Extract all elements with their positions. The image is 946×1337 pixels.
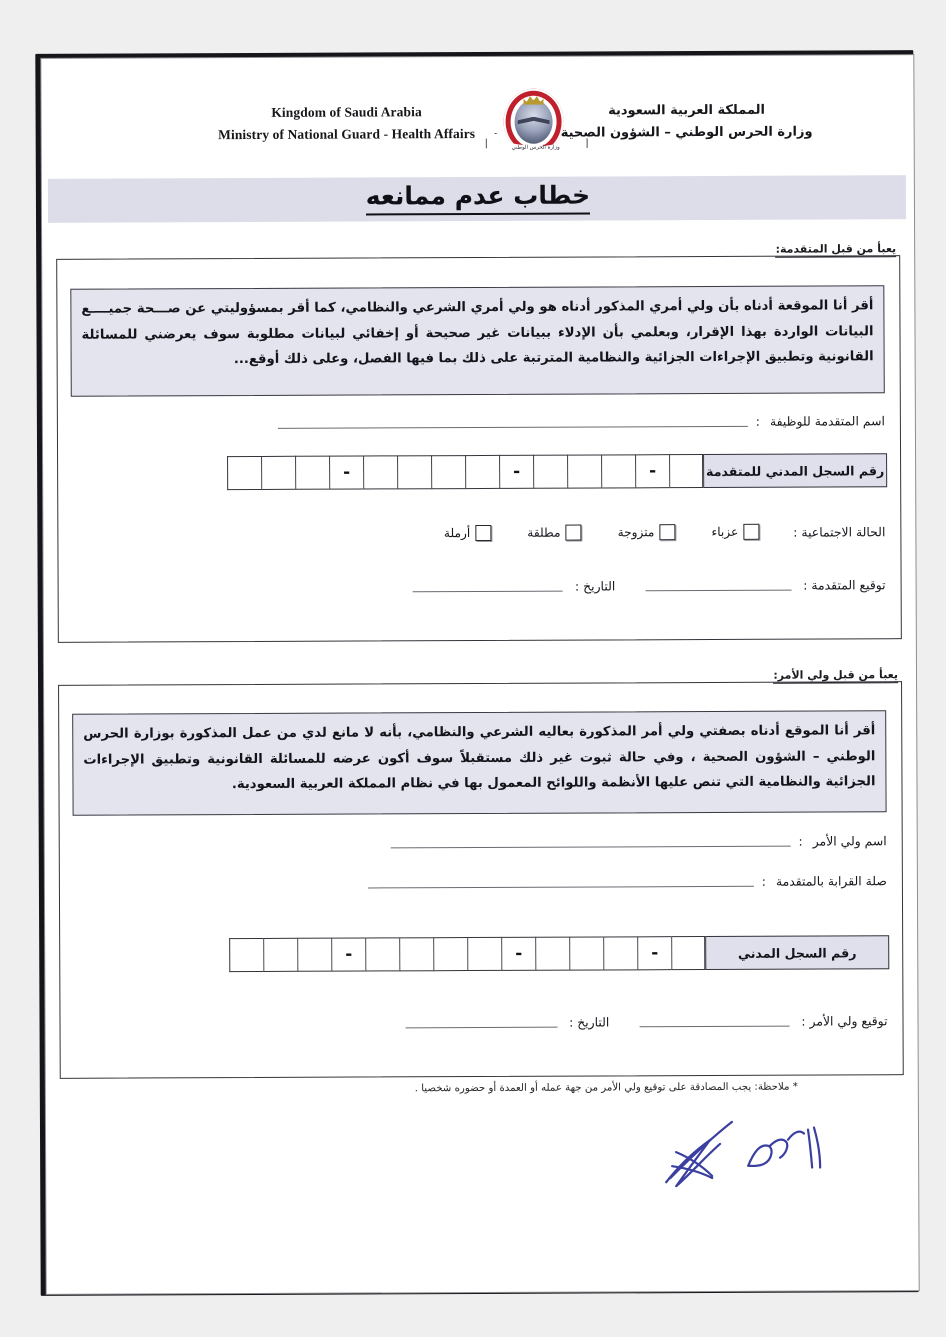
guardian-relation-input[interactable] xyxy=(368,885,754,889)
guardian-id-cell[interactable] xyxy=(535,937,569,971)
applicant-name-input[interactable] xyxy=(278,425,748,429)
marital-option-label: مطلقة xyxy=(527,525,561,540)
marital-option-label: عزباء xyxy=(711,524,739,539)
marital-option-single[interactable] xyxy=(711,524,759,540)
guardian-id-cell[interactable] xyxy=(569,936,603,970)
applicant-civil-registry-label: رقم السجل المدني للمتقدمة xyxy=(703,453,887,488)
applicant-id-cell[interactable] xyxy=(227,456,261,490)
guardian-id-cell[interactable] xyxy=(603,936,637,970)
guardian-declaration-text: أقر أنا الموقع أدناه بصفتي ولي أمر المذكورة بعاليه الشرعي والنظامي، بأنه لا مانع لدي من عمل المذكورة بوزارة الحرس الوطني – الشؤون الصحية ، وفي حالة ثبوت غير ذلك مستقبلاً سوف أكون عرضه للمسائلة القانونية وتطبيق الإجراءات الجزائية والنظامية التي تنص عليها الأنظمة واللوائح المعمول بها في نظام المملكة العربية السعودية. xyxy=(72,710,886,816)
guardian-date-label: التاريخ : xyxy=(569,1014,610,1030)
checkbox-widowed[interactable] xyxy=(475,525,491,541)
guardian-id-separator: - xyxy=(501,937,535,971)
applicant-signature-input[interactable] xyxy=(645,589,791,592)
marital-option-widowed[interactable] xyxy=(444,525,491,541)
applicant-id-cell[interactable] xyxy=(261,456,295,490)
guardian-date-input[interactable] xyxy=(405,1026,557,1029)
marital-status-row xyxy=(444,523,886,541)
guardian-name-row xyxy=(390,833,886,850)
applicant-id-cell[interactable] xyxy=(397,455,431,489)
document-sheet xyxy=(41,55,918,1294)
applicant-civil-registry-row xyxy=(227,453,887,490)
applicant-id-cell[interactable] xyxy=(465,455,499,489)
guardian-relation-row xyxy=(368,873,887,890)
header-arabic-block xyxy=(541,99,831,145)
guardian-relation-label: صلة القرابة بالمتقدمة xyxy=(775,873,887,889)
guardian-id-cell[interactable] xyxy=(671,936,705,970)
handwritten-signature-ink xyxy=(636,1115,846,1196)
guardian-id-cell[interactable] xyxy=(297,938,331,972)
applicant-name-label: اسم المتقدمة للوظيفة xyxy=(769,413,885,429)
checkbox-divorced[interactable] xyxy=(566,525,582,541)
guardian-signature-row xyxy=(405,1013,888,1030)
marital-option-married[interactable] xyxy=(618,524,676,540)
guardian-civil-registry-label: رقم السجل المدني xyxy=(705,935,889,970)
header-english-line-1: Kingdom of Saudi Arabia xyxy=(271,104,422,120)
footnote-text: * ملاحظة: يجب المصادقة على توقيع ولي الأمر من جهة عمله أو العمدة أو حضوره شخصيا . xyxy=(414,1081,798,1095)
marital-status-label: الحالة الاجتماعية : xyxy=(793,523,886,540)
guardian-name-label: اسم ولي الأمر xyxy=(812,833,887,849)
applicant-id-cell[interactable] xyxy=(567,454,601,488)
guardian-signature-label: توقيع ولي الأمر : xyxy=(801,1013,888,1029)
guardian-id-cell[interactable] xyxy=(263,938,297,972)
applicant-id-cell[interactable] xyxy=(601,454,635,488)
header-english-block xyxy=(202,101,492,146)
applicant-signature-row xyxy=(413,577,886,594)
emblem-ribbon-text: وزارة الحرس الوطني xyxy=(511,144,560,151)
guardian-name-input[interactable] xyxy=(391,845,791,849)
guardian-id-separator: - xyxy=(637,936,671,970)
guardian-id-cell[interactable] xyxy=(467,937,501,971)
checkbox-single[interactable] xyxy=(743,524,759,540)
applicant-id-cell[interactable] xyxy=(533,455,567,489)
document-header xyxy=(151,83,851,172)
guardian-signature-input[interactable] xyxy=(639,1025,789,1028)
guardian-civil-registry-row xyxy=(229,935,889,972)
header-arabic-line-1: المملكة العربية السعودية xyxy=(608,102,766,119)
applicant-id-cell[interactable] xyxy=(669,454,703,488)
marital-option-label: متزوجة xyxy=(617,525,655,540)
applicant-signature-label: توقيع المتقدمة : xyxy=(803,577,886,593)
applicant-id-separator: - xyxy=(635,454,669,488)
applicant-date-input[interactable] xyxy=(413,590,563,593)
guardian-name-colon: : xyxy=(798,833,803,849)
applicant-date-label: التاريخ : xyxy=(574,578,616,594)
guardian-id-cell[interactable] xyxy=(399,937,433,971)
marital-option-label: أرملة xyxy=(443,526,471,541)
guardian-id-cell[interactable] xyxy=(365,937,399,971)
applicant-id-cell[interactable] xyxy=(295,456,329,490)
guardian-id-separator: - xyxy=(331,938,365,972)
checkbox-married[interactable] xyxy=(659,524,675,540)
section-label-applicant: يعبأ من قبل المتقدمة: xyxy=(775,242,897,256)
applicant-id-separator: - xyxy=(329,456,363,490)
header-arabic-line-2: وزارة الحرس الوطني – الشؤون الصحية xyxy=(560,124,813,142)
applicant-id-cell[interactable] xyxy=(363,455,397,489)
header-english-line-2: Ministry of National Guard - Health Affairs xyxy=(218,125,476,142)
applicant-declaration-text: أقر أنا الموقعة أدناه بأن ولي أمري المذكور أدناه هو ولي أمري الشرعي والنظامي، كما أقر بمسؤوليتي عن صـــحة جميــــع البيانات الواردة بهذا الإقرار، وبعلمي بأن الإدلاء ببيانات غير صحيحة أو إخفائي لبيانات مطلوبة سوف يعرضني للمسائلة القانونية وتطبيق الإجراءات الجزائية والنظامية المترتبة على ذلك بما فيها الفصل، وعلى ذلك أوقع... xyxy=(70,285,884,397)
page-title: خطاب عدم ممانعه xyxy=(42,179,914,212)
marital-option-divorced[interactable] xyxy=(527,525,581,541)
guardian-relation-colon: : xyxy=(761,873,766,889)
applicant-name-colon: : xyxy=(755,413,761,429)
guardian-id-cell[interactable] xyxy=(229,938,263,972)
applicant-id-cell[interactable] xyxy=(431,455,465,489)
applicant-id-separator: - xyxy=(499,455,533,489)
guardian-id-cell[interactable] xyxy=(433,937,467,971)
section-label-guardian: يعبأ من قبل ولي الأمر: xyxy=(773,668,899,682)
